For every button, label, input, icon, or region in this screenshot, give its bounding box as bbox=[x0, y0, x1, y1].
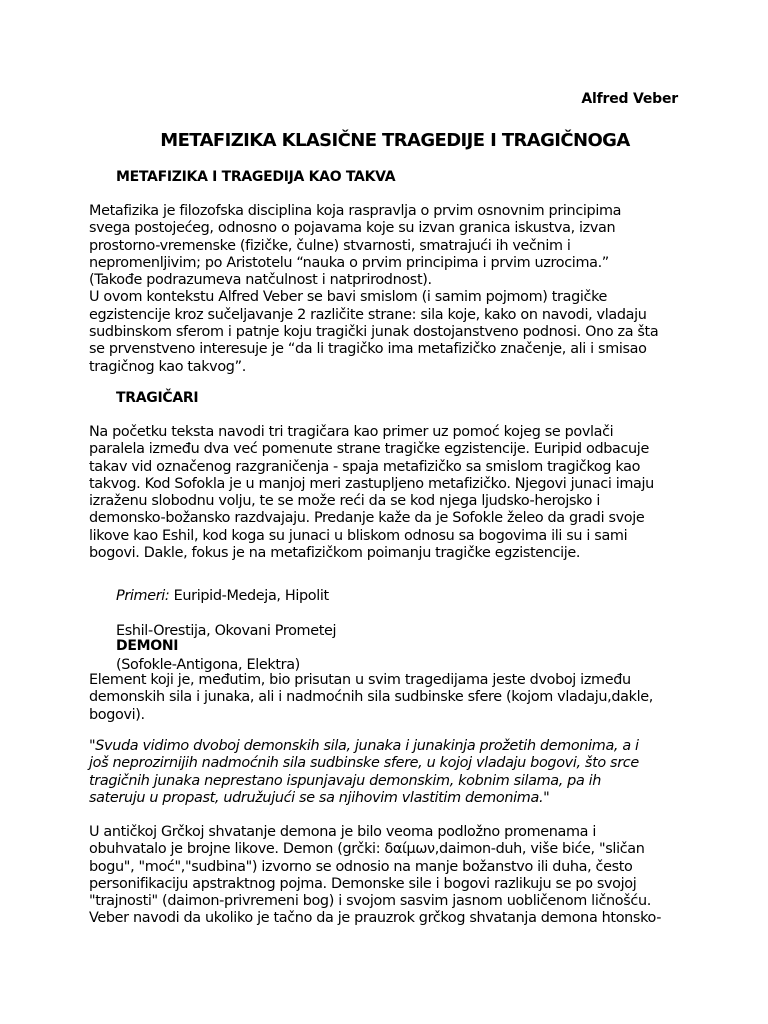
paragraph-tragicari: Na početku teksta navodi tri tragičara kao primer uz pomoć kojeg se povlači paralela između dva već pomenute strane tragičke egzistencije. Euripid odbacuje takav vid označenog razgraničenja - spaja metafizičko sa smislom tragičkog kao takvog. Kod Sofokla je u manjoj meri zastupljeno metafizičko. Njegovi junaci imaju izraženu slobodnu volju, te se može reći da se kod njega ljudsko-herojsko i demonsko-božansko razdvajaju. Predanje kaže da je Sofokle želeo da gradi svoje likove kao Eshil, kod koga su junaci u bliskom odnosu sa bogovima ili su i sami bogovi. Dakle, fokus je na metafizičkom poimanju tragičke egzistencije. bbox=[89, 424, 654, 562]
paragraph-demoni: Element koji je, međutim, bio prisutan u svim tragedijama jeste dvoboj između demonskih sila i junaka, ali i nadmoćnih sila sudbinske sfere (kojom vladaju,dakle, bogovi). bbox=[89, 672, 653, 723]
paragraph-metafizika: Metafizika je filozofska disciplina koja raspravlja o prvim osnovnim principima svega postojećeg, odnosno o pojavama koje su izvan granica iskustva, izvan prostorno-vremenske (fizičke, čulne) stvarnosti, smatrajući ih večnim i nepromenljivim; po Aristotelu “nauka o prvim principima i prvim uzrocima.” (Takođe podrazumeva natčulnost i natprirodnost). U ovom kontekstu Alfred Veber se bavi smislom (i samim pojmom) tragičke egzistencije kroz sučeljavanje 2 različite strane: sila koje, kako on navodi, vladaju sudbinskom sferom i patnje koju tragički junak dostojanstveno podnosi. Ono za šta se prvenstveno interesuje je “da li tragičko ima metafizičko značenje, ali i smisao tragičnog kao takvog”. bbox=[89, 203, 659, 375]
examples-line-3: (Sofokle-Antigona, Elektra) bbox=[116, 657, 300, 674]
author-name: Alfred Veber bbox=[581, 91, 678, 107]
examples-line-1: Primeri: Euripid-Medeja, Hipolit bbox=[116, 588, 329, 605]
section-heading-metafizika: METAFIZIKA I TRAGEDIJA KAO TAKVA bbox=[116, 169, 396, 185]
quote-demoni: "Svuda vidimo dvoboj demonskih sila, junaka i junakinja prožetih demonima, a i još neprozirnijih nadmoćnih sila sudbinske sfere, u kojoj vladaju bogovi, što srce tragičnih junaka neprestano ispunjavaju demonskim, kobnim silama, pa ih sateruju u propast, udružujući se sa njihovim vlastitim demonima." bbox=[89, 738, 639, 806]
section-heading-demoni: DEMONI bbox=[116, 638, 179, 654]
examples-line-2: Eshil-Orestija, Okovani Prometej bbox=[116, 622, 337, 639]
paragraph-demoni-2: U antičkoj Grčkoj shvatanje demona je bilo veoma podložno promenama i obuhvatalo je brojne likove. Demon (grčki: δαίμων,daimon-duh, više biće, "sličan bogu", "moć","sudbina") izvorno se odnosio na manje božanstvo ili duha, često personifikaciju apstraktnog pojma. Demonske sile i bogovi razlikuju se po svojoj "trajnosti" (daimon-privremeni bog) i svojom sasvim jasnom uobličenom ličnošću. Veber navodi da ukoliko je tačno da je prauzrok grčkog shvatanja demona htonsko- bbox=[89, 824, 662, 927]
section-heading-tragicari: TRAGIČARI bbox=[116, 390, 199, 406]
examples-label: Primeri: bbox=[116, 588, 170, 605]
document-title: METAFIZIKA KLASIČNE TRAGEDIJE I TRAGIČNOGA bbox=[160, 130, 630, 151]
